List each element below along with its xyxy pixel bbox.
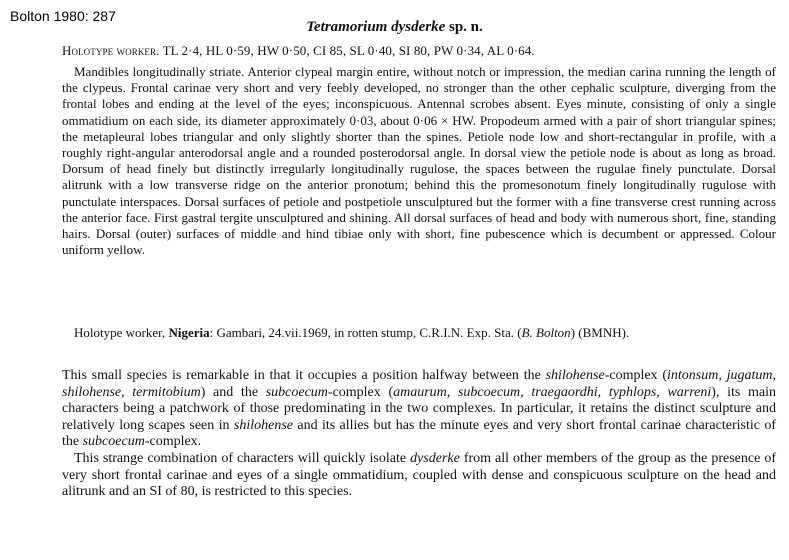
- species-suffix: sp. n.: [445, 19, 483, 35]
- discussion-paragraph-2: [62, 451, 776, 501]
- d1-e: ), its main characters being a patchwork of those predominating in the two complexes. In particular, it retains the distinct sculpture and relatively long scapes seen in: [62, 384, 776, 433]
- d2-a: This strange combination of characters will quickly isolate: [74, 450, 411, 466]
- description-text: Mandibles longitudinally striate. Anterior clypeal margin entire, without notch or impression, the median carina running the length of the clypeus. Frontal carinae very short and very feebly developed, no stronger than the other cephalic sculpture, diverging from the frontal lobes and ending at the level of the eyes; inconspicuous. Antennal scrobes absent. Eyes minute, consisting of only a single ommatidium on each side, its diameter approximately 0·03, about 0·06 × HW. Propodeum armed with a pair of short triangular spines; the metapleural lobes triangular and only slightly shorter than the spines. Petiole node low and short-rectangular in profile, with a roughly right-angular anterodorsal angle and a rounded posterodorsal angle. In dorsal view the petiole node is about as long as broad. Dorsum of head finely but distinctly irregularly longitudinally rugulose, the spaces between the rugulae finely punctulate. Dorsal alitrunk with a low transverse ridge on the anterior pronotum; behind this the promesonotum finely longitudinally rugulose with punctulate interspaces. Dorsal surfaces of petiole and postpetiole unsculptured but the former with a fine transverse crest running across the anterior face. First gastral tergite unsculptured and shining. All dorsal surfaces of head and body with numerous short, fine, standing hairs. Dorsal (outer) surfaces of middle and hind tibiae only with short, fine pubescence which is decumbent or appressed. Colour uniform yellow.: [62, 64, 776, 258]
- d1-list2: amaurum, subcoecum, traegaordhi, typhlops, warreni: [393, 384, 712, 400]
- material-prefix: Holotype worker,: [74, 325, 169, 340]
- d1-a: This small species is remarkable in that it occupies a position halfway between the: [62, 368, 546, 383]
- material-paragraph: [62, 325, 776, 341]
- d1-c: ) and the: [200, 384, 266, 400]
- d1-b: -complex (: [604, 368, 667, 383]
- d1-d: -complex (: [327, 384, 394, 400]
- d1-sub: subcoecum: [265, 384, 328, 400]
- species-title: [0, 19, 789, 36]
- d1-shilo: shilohense: [545, 368, 605, 383]
- material-collector: B. Bolton: [521, 325, 571, 340]
- citation-label: Bolton 1980: 287: [10, 8, 116, 24]
- holotype-measurements: [62, 43, 776, 59]
- d1-g: -complex.: [144, 434, 202, 450]
- material-suffix: ) (BMNH).: [570, 325, 630, 340]
- holotype-label: Holotype worker.: [62, 43, 160, 58]
- d1-list1: intonsum, jugatum, shilohense, termitobium: [62, 368, 776, 400]
- d1-shilo2: shilohense: [233, 417, 293, 433]
- discussion-paragraph-1: [62, 368, 776, 451]
- description-paragraph: [62, 64, 776, 258]
- d2-dys: dysderke: [410, 450, 460, 466]
- species-name: Tetramorium dysderke: [306, 19, 446, 35]
- material-country: Nigeria: [168, 325, 210, 340]
- d2-b: from all other members of the group as the presence of very short frontal carinae and eyes of a single ommatidium, coupled with dense and conspicuous sculpture on the head and alitrunk and an SI of 80, is restricted to this species.: [62, 450, 776, 500]
- discussion-section: [62, 368, 776, 501]
- d1-sub2: subcoecum: [82, 434, 145, 450]
- measurements-text: TL 2·4, HL 0·59, HW 0·50, CI 85, SL 0·40, SI 80, PW 0·34, AL 0·64.: [159, 43, 535, 58]
- material-text: [62, 325, 776, 341]
- material-locality: : Gambari, 24.vii.1969, in rotten stump, C.R.I.N. Exp. Sta. (: [209, 325, 522, 340]
- d1-f: and its allies but has the minute eyes and very short frontal carinae characteristic of the: [62, 417, 776, 450]
